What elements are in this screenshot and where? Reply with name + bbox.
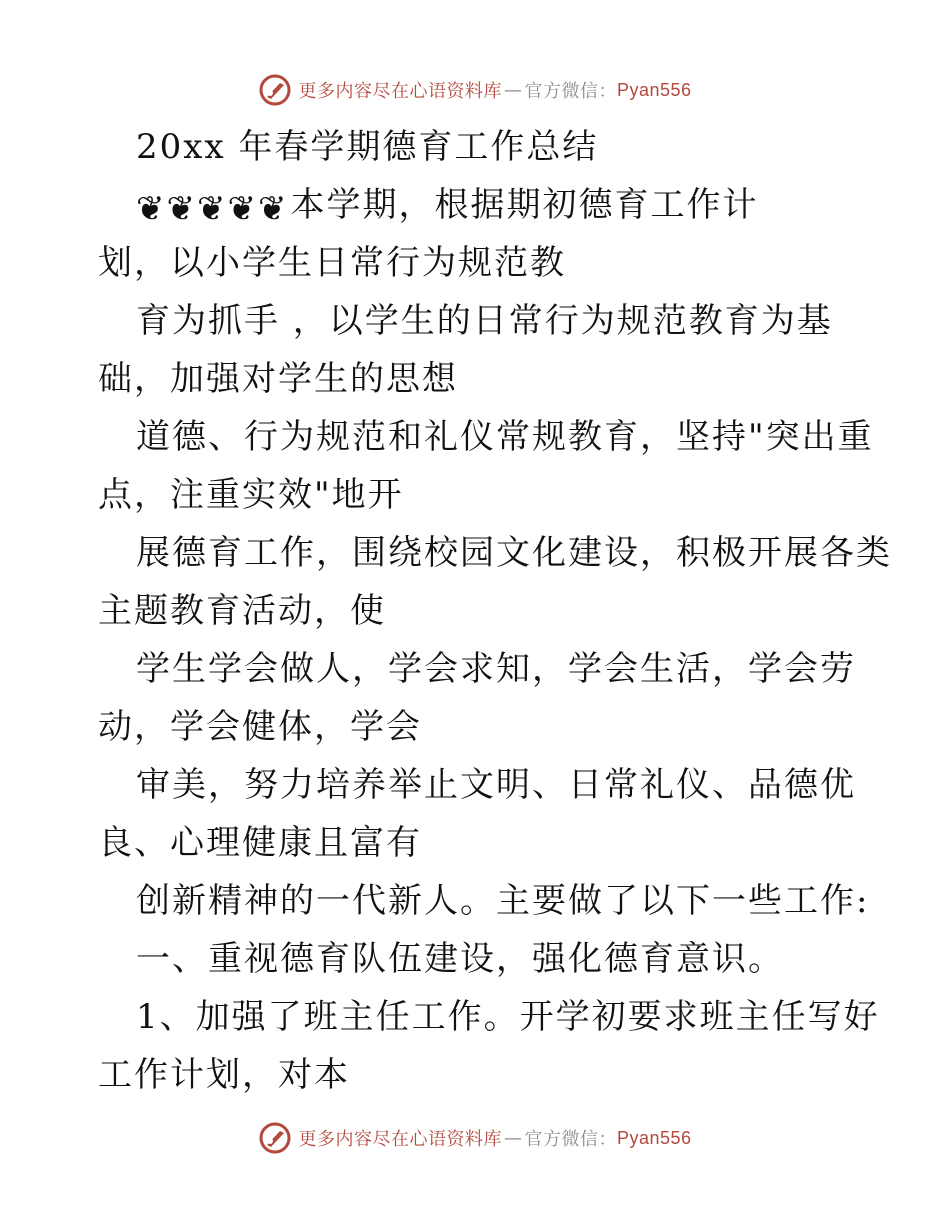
paragraph-line-15: 1、加强了班主任工作。开学初要求班主任写好 <box>136 997 880 1037</box>
banner-label: 官方微信： <box>524 1129 617 1150</box>
paragraph-line-10: 动，学会健体，学会 <box>98 707 422 747</box>
banner-account: Pyan556 <box>616 79 692 100</box>
pen-circle-logo-icon <box>258 73 292 107</box>
pen-circle-logo-icon <box>258 1121 292 1155</box>
banner-label: 官方微信： <box>524 81 617 102</box>
paragraph-line-16: 工作计划，对本 <box>98 1055 350 1095</box>
paragraph-line-11: 审美，努力培养举止文明、日常礼仪、品德优 <box>136 765 856 805</box>
document-body <box>98 118 892 1104</box>
header-banner <box>0 70 950 110</box>
banner-text: 更多内容尽在心语资料库 <box>298 1129 502 1150</box>
line-text: 本学期，根据期初德育工作计 <box>290 185 759 225</box>
paragraph-line-13: 创新精神的一代新人。主要做了以下一些工作: <box>136 881 870 921</box>
paragraph-line-12: 良、心理健康且富有 <box>98 823 422 863</box>
paragraph-line-7: 展德育工作，围绕校园文化建设，积极开展各类 <box>136 533 892 573</box>
document-title: 20xx 年春学期德育工作总结 <box>136 127 599 167</box>
ornament-icon: ❦❦❦❦❦ <box>136 189 289 229</box>
paragraph-line-9: 学生学会做人，学会求知，学会生活，学会劳 <box>136 649 856 689</box>
section-heading: 一、重视德育队伍建设，强化德育意识。 <box>136 939 784 979</box>
paragraph-line-6: 点，注重实效"地开 <box>98 475 404 515</box>
banner-dash: — <box>503 79 523 101</box>
banner-dash: — <box>503 1127 523 1149</box>
paragraph-line-5: 道德、行为规范和礼仪常规教育，坚持"突出重 <box>136 417 874 457</box>
paragraph-line-4: 础，加强对学生的思想 <box>98 359 458 399</box>
paragraph-line-3: 育为抓手 ，以学生的日常行为规范教育为基 <box>136 301 833 341</box>
banner-text: 更多内容尽在心语资料库 <box>298 81 502 102</box>
paragraph-line-2: 划，以小学生日常行为规范教 <box>98 243 566 283</box>
footer-banner <box>0 1118 950 1158</box>
paragraph-line-8: 主题教育活动，使 <box>98 591 386 631</box>
paragraph-line-1 <box>98 176 858 234</box>
banner-account: Pyan556 <box>616 1127 692 1148</box>
